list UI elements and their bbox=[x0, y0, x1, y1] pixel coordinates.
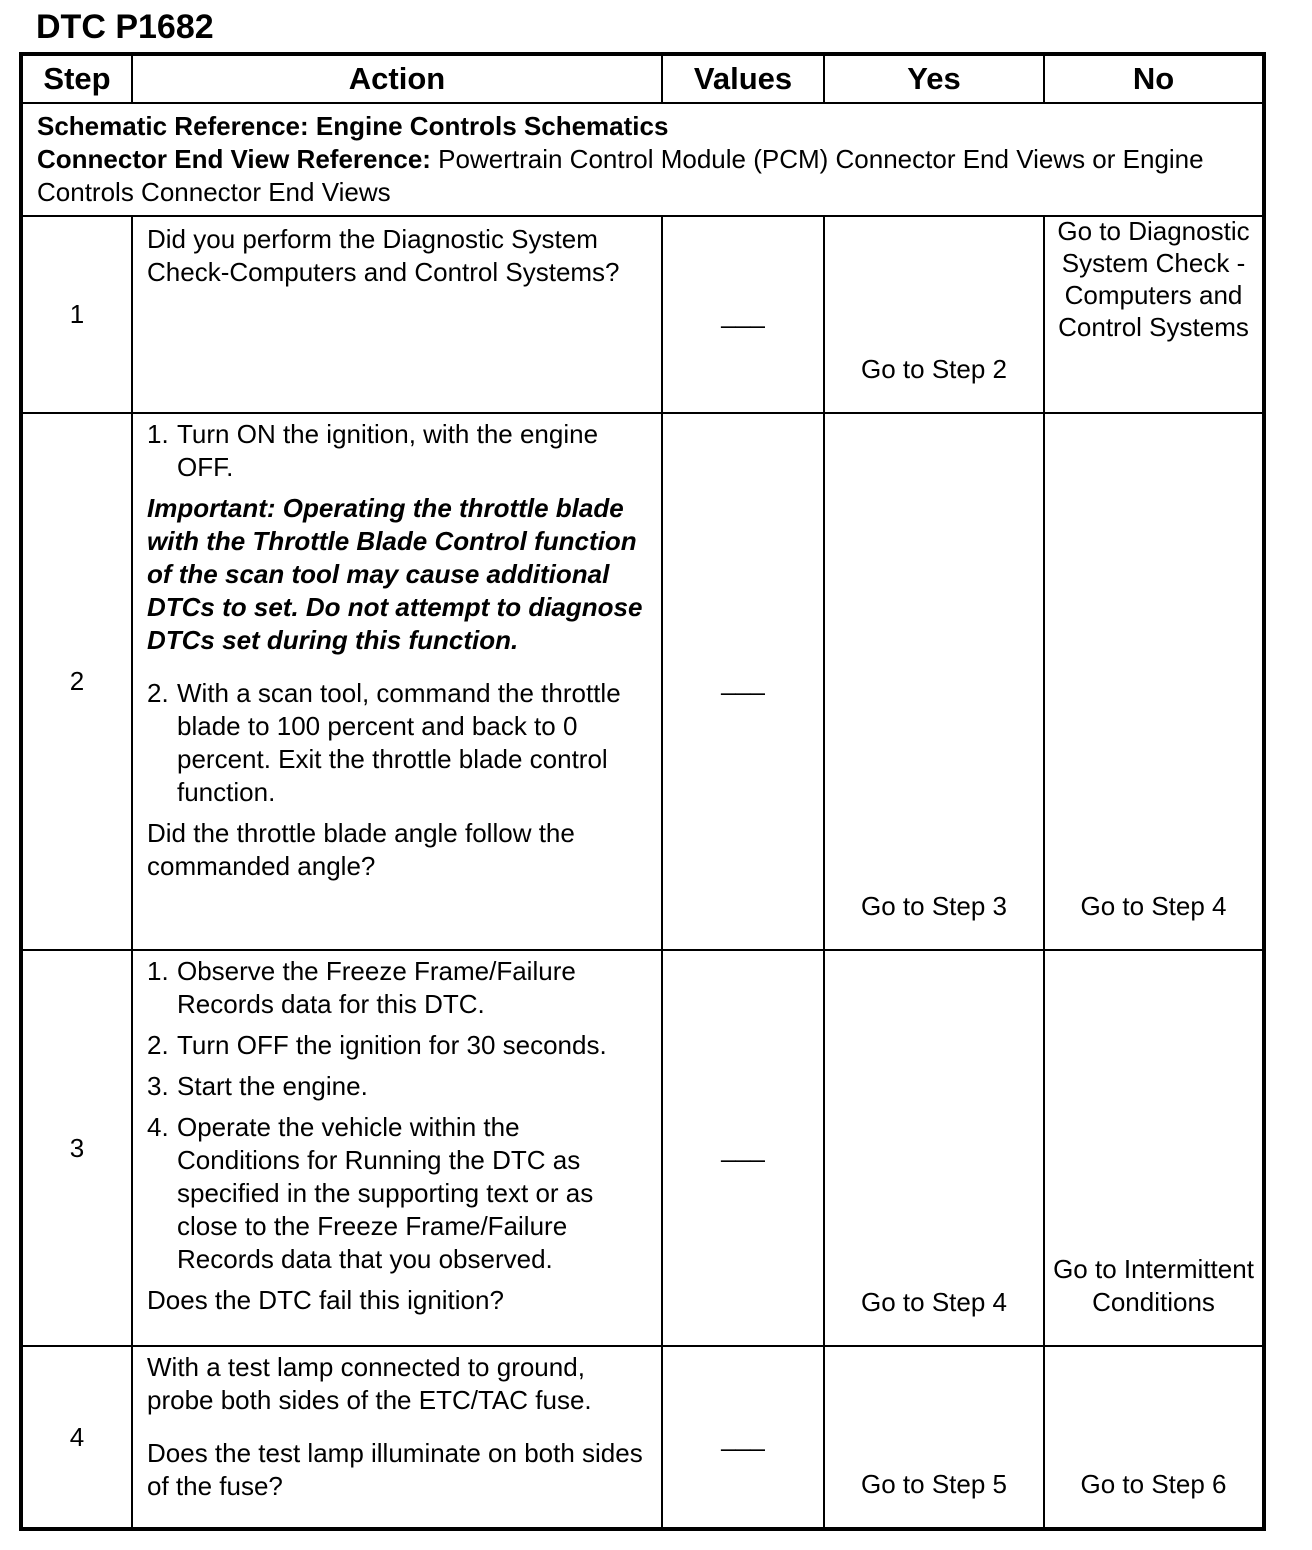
list-item-text: Operate the vehicle within the Conditions for Running the DTC as specified in the supporting text or as close to the Freeze Frame/Failure Records data that you observed. bbox=[177, 1112, 594, 1274]
values-cell: ___ bbox=[662, 950, 824, 1346]
list-item: 3. Start the engine. bbox=[147, 1071, 368, 1101]
header-row bbox=[21, 54, 1264, 103]
reference-row bbox=[21, 103, 1264, 216]
action-question: Does the test lamp illuminate on both sides of the fuse? bbox=[147, 1438, 643, 1501]
step-number: 2 bbox=[21, 413, 132, 950]
action-text: With a test lamp connected to ground, probe both sides of the ETC/TAC fuse. bbox=[147, 1352, 592, 1415]
list-item: 1. Observe the Freeze Frame/Failure Records data for this DTC. bbox=[147, 956, 576, 1019]
page-title: DTC P1682 bbox=[36, 8, 214, 46]
values-cell: ___ bbox=[662, 413, 824, 950]
action-cell bbox=[132, 950, 662, 1346]
action-question: Did the throttle blade angle follow the commanded angle? bbox=[147, 818, 575, 881]
action-steps bbox=[147, 955, 647, 1276]
list-item: 2. Turn OFF the ignition for 30 seconds. bbox=[147, 1030, 607, 1060]
action-cell bbox=[132, 413, 662, 950]
column-header-values: Values bbox=[662, 54, 824, 103]
reference-cell bbox=[21, 103, 1264, 216]
no-cell-text: Go to Diagnostic System Check - Computers and Control Systems bbox=[1057, 216, 1250, 342]
column-header-yes: Yes bbox=[824, 54, 1044, 103]
list-item-text: Turn ON the ignition, with the engine OFF. bbox=[177, 419, 599, 482]
action-cell bbox=[132, 216, 662, 413]
connector-reference bbox=[37, 143, 1248, 209]
action-steps bbox=[147, 418, 647, 484]
no-cell: Go to Step 4 bbox=[1044, 413, 1264, 950]
table-row bbox=[21, 413, 1264, 950]
column-header-action: Action bbox=[132, 54, 662, 103]
column-header-step: Step bbox=[21, 54, 132, 103]
step-number: 3 bbox=[21, 950, 132, 1346]
action-question: Does the DTC fail this ignition? bbox=[147, 1285, 504, 1315]
column-header-no: No bbox=[1044, 54, 1264, 103]
action-cell bbox=[132, 1346, 662, 1529]
connector-reference-text: Powertrain Control Module (PCM) Connector End Views or Engine Controls Connector End Views bbox=[37, 144, 1204, 207]
connector-reference-label: Connector End View Reference: bbox=[37, 144, 431, 174]
table-row bbox=[21, 950, 1264, 1346]
table-row bbox=[21, 216, 1264, 413]
list-item: 2. With a scan tool, command the throttle blade to 100 percent and back to 0 percent. Exit the throttle blade control function. bbox=[147, 678, 621, 807]
list-item-text: Observe the Freeze Frame/Failure Records data for this DTC. bbox=[177, 956, 576, 1019]
diagnostic-table bbox=[19, 52, 1266, 1531]
action-question: Did you perform the Diagnostic System Check-Computers and Control Systems? bbox=[147, 224, 620, 287]
list-item-text: Start the engine. bbox=[177, 1071, 368, 1101]
step-number: 4 bbox=[21, 1346, 132, 1529]
important-note: Important: Operating the throttle blade with the Throttle Blade Control function of the scan tool may cause additional DTCs to set. Do not attempt to diagnose DTCs set during this function. bbox=[147, 493, 643, 655]
yes-cell: Go to Step 2 bbox=[824, 216, 1044, 413]
step-number: 1 bbox=[21, 216, 132, 413]
list-item: 1. Turn ON the ignition, with the engine OFF. bbox=[147, 419, 599, 482]
values-cell: ___ bbox=[662, 1346, 824, 1529]
no-cell bbox=[1044, 216, 1264, 413]
yes-cell: Go to Step 4 bbox=[824, 950, 1044, 1346]
list-item-text: Turn OFF the ignition for 30 seconds. bbox=[177, 1030, 607, 1060]
table-row bbox=[21, 1346, 1264, 1529]
schematic-reference: Schematic Reference: Engine Controls Schematics bbox=[37, 111, 669, 141]
no-cell: Go to Step 6 bbox=[1044, 1346, 1264, 1529]
yes-cell: Go to Step 3 bbox=[824, 413, 1044, 950]
list-item: 4. Operate the vehicle within the Conditions for Running the DTC as specified in the supporting text or as close to the Freeze Frame/Failure Records data that you observed. bbox=[147, 1112, 594, 1274]
action-steps bbox=[147, 677, 647, 809]
yes-cell: Go to Step 5 bbox=[824, 1346, 1044, 1529]
no-cell: Go to Intermittent Conditions bbox=[1044, 950, 1264, 1346]
values-cell: ___ bbox=[662, 216, 824, 413]
list-item-text: With a scan tool, command the throttle blade to 100 percent and back to 0 percent. Exit the throttle blade control function. bbox=[177, 678, 621, 807]
